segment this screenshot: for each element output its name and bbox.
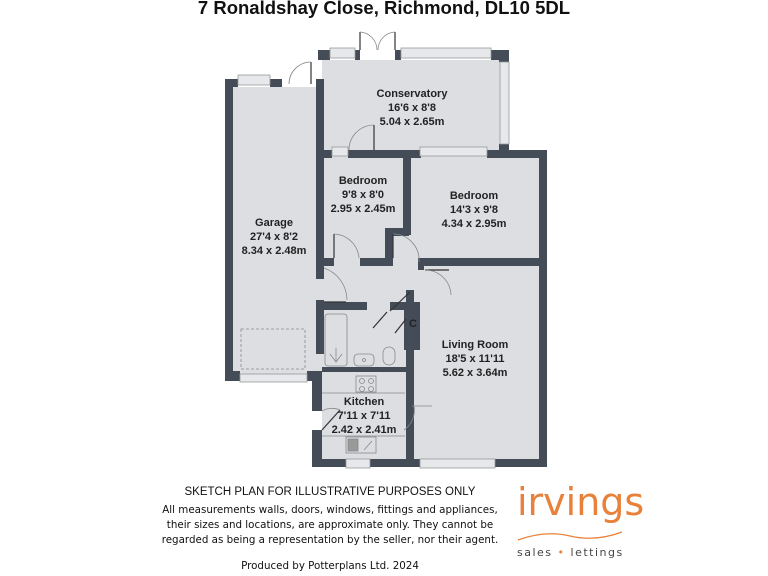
page-title: 7 Ronaldshay Close, Richmond, DL10 5DL [197,0,571,18]
room-label-conservatory: Conservatory 16'6 x 8'8 5.04 x 2.65m [376,88,448,128]
logo-tagline: sales • lettings [517,546,624,559]
room-label-bedroom-large: Bedroom 14'3 x 9'8 4.34 x 2.95m [441,190,507,230]
cupboard-label: C [409,318,417,330]
room-label-kitchen: Kitchen 7'11 x 7'11 2.42 x 2.41m [331,396,397,436]
room-label-living-room: Living Room 18'5 x 11'11 5.62 x 3.64m [441,339,509,379]
irvings-logo [515,480,645,560]
room-label-garage: Garage 27'4 x 8'2 8.34 x 2.48m [241,217,307,257]
produced-by: Produced by Potterplans Ltd. 2024 [241,560,419,572]
disclaimer-heading: SKETCH PLAN FOR ILLUSTRATIVE PURPOSES ONLY [184,486,476,498]
logo-swoosh-icon [515,526,625,546]
disclaimer-block [160,486,500,548]
logo-wordmark: irvings [517,480,645,524]
room-label-bedroom-small: Bedroom 9'8 x 8'0 2.95 x 2.45m [330,175,396,215]
disclaimer-text: All measurements walls, doors, windows, fittings and appliances, their sizes and locations, are approximate only. They cannot be regarded as being a representation by the seller, nor their agent. [161,504,499,546]
